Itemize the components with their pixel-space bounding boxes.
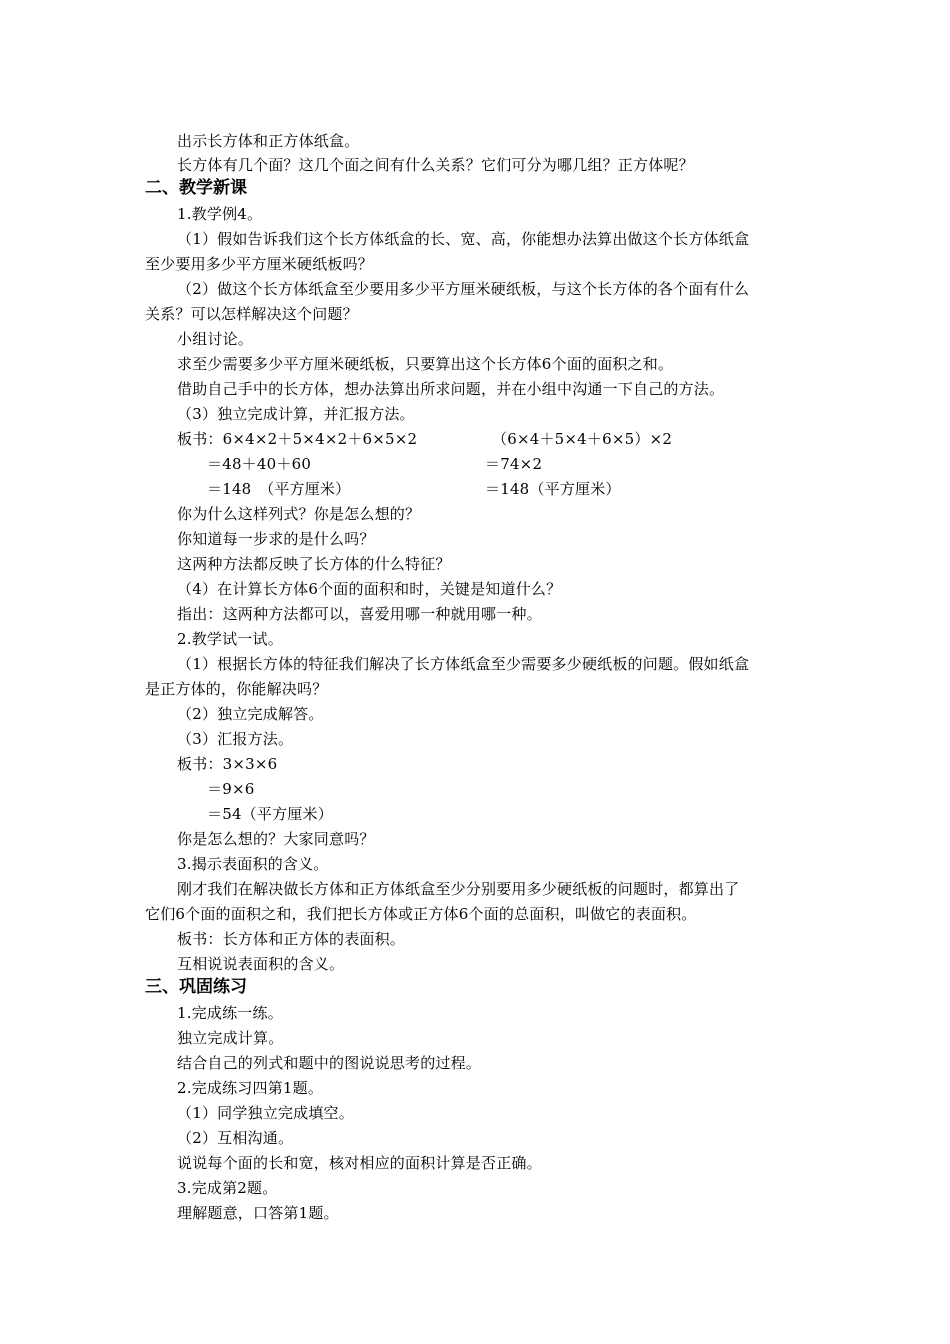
paragraph-line: 它们6个面的面积之和，我们把长方体或正方体6个面的总面积，叫做它的表面积。 <box>145 905 697 923</box>
paragraph-line: （2）做这个长方体纸盒至少要用多少平方厘米硬纸板，与这个长方体的各个面有什么 <box>177 280 750 298</box>
paragraph-line: 小组讨论。 <box>177 330 254 348</box>
paragraph-line: 3.完成第2题。 <box>177 1179 278 1197</box>
paragraph-line: 2.教学试一试。 <box>177 630 283 648</box>
paragraph-line: 说说每个面的长和宽，核对相应的面积计算是否正确。 <box>177 1154 542 1172</box>
formula-line: ＝9×6 <box>207 780 255 798</box>
paragraph-line: 借助自己手中的长方体，想办法算出所求问题，并在小组中沟通一下自己的方法。 <box>177 380 725 398</box>
formula-line: ＝74×2 <box>485 455 543 473</box>
formula-line: ＝48＋40＋60 <box>207 455 312 473</box>
paragraph-line: 至少要用多少平方厘米硬纸板吗？ <box>145 255 374 273</box>
paragraph-line: 关系？可以怎样解决这个问题？ <box>145 305 358 323</box>
paragraph-line: 结合自己的列式和题中的图说说思考的过程。 <box>177 1054 482 1072</box>
paragraph-line: （2）互相沟通。 <box>177 1129 294 1147</box>
formula-line: ＝148 （平方厘米） <box>207 480 351 498</box>
paragraph-line: 1.教学例4。 <box>177 205 263 223</box>
formula-line: ＝148（平方厘米） <box>485 480 621 498</box>
formula-line: ＝54（平方厘米） <box>207 805 333 823</box>
section-heading: 三、巩固练习 <box>145 977 247 997</box>
paragraph-line: （3）独立完成计算，并汇报方法。 <box>177 405 415 423</box>
paragraph-line: 你是怎么想的？大家同意吗？ <box>177 830 375 848</box>
paragraph-line: 理解题意，口答第1题。 <box>177 1204 339 1222</box>
section-heading: 二、教学新课 <box>145 178 247 198</box>
paragraph-line: 互相说说表面积的含义。 <box>177 955 345 973</box>
paragraph-line: （1）假如告诉我们这个长方体纸盒的长、宽、高，你能想办法算出做这个长方体纸盒 <box>177 230 750 248</box>
formula-line: （6×4＋5×4＋6×5）×2 <box>492 430 673 448</box>
paragraph-line: （3）汇报方法。 <box>177 730 294 748</box>
paragraph-line: 板书：长方体和正方体的表面积。 <box>177 930 406 948</box>
paragraph-line: 指出：这两种方法都可以，喜爱用哪一种就用哪一种。 <box>177 605 542 623</box>
paragraph-line: （2）独立完成解答。 <box>177 705 324 723</box>
paragraph-line: 1.完成练一练。 <box>177 1004 283 1022</box>
paragraph-line: 刚才我们在解决做长方体和正方体纸盒至少分别要用多少硬纸板的问题时，都算出了 <box>177 880 740 898</box>
paragraph-line: 2.完成练习四第1题。 <box>177 1079 324 1097</box>
paragraph-line: 独立完成计算。 <box>177 1029 284 1047</box>
paragraph-line: 这两种方法都反映了长方体的什么特征？ <box>177 555 451 573</box>
paragraph-line: 出示长方体和正方体纸盒。 <box>177 132 360 150</box>
paragraph-line: （4）在计算长方体6个面的面积和时，关键是知道什么？ <box>177 580 562 598</box>
formula-line: 板书：6×4×2＋5×4×2＋6×5×2 <box>177 430 418 448</box>
paragraph-line: 3.揭示表面积的含义。 <box>177 855 329 873</box>
paragraph-line: 你知道每一步求的是什么吗？ <box>177 530 375 548</box>
paragraph-line: 你为什么这样列式？你是怎么想的？ <box>177 505 421 523</box>
paragraph-line: 求至少需要多少平方厘米硬纸板，只要算出这个长方体6个面的面积之和。 <box>177 355 674 373</box>
paragraph-line: （1）根据长方体的特征我们解决了长方体纸盒至少需要多少硬纸板的问题。假如纸盒 <box>177 655 750 673</box>
formula-line: 板书：3×3×6 <box>177 755 278 773</box>
paragraph-line: （1）同学独立完成填空。 <box>177 1104 354 1122</box>
paragraph-line: 是正方体的，你能解决吗？ <box>145 680 328 698</box>
paragraph-line: 长方体有几个面？这几个面之间有什么关系？它们可分为哪几组？正方体呢？ <box>177 156 694 174</box>
